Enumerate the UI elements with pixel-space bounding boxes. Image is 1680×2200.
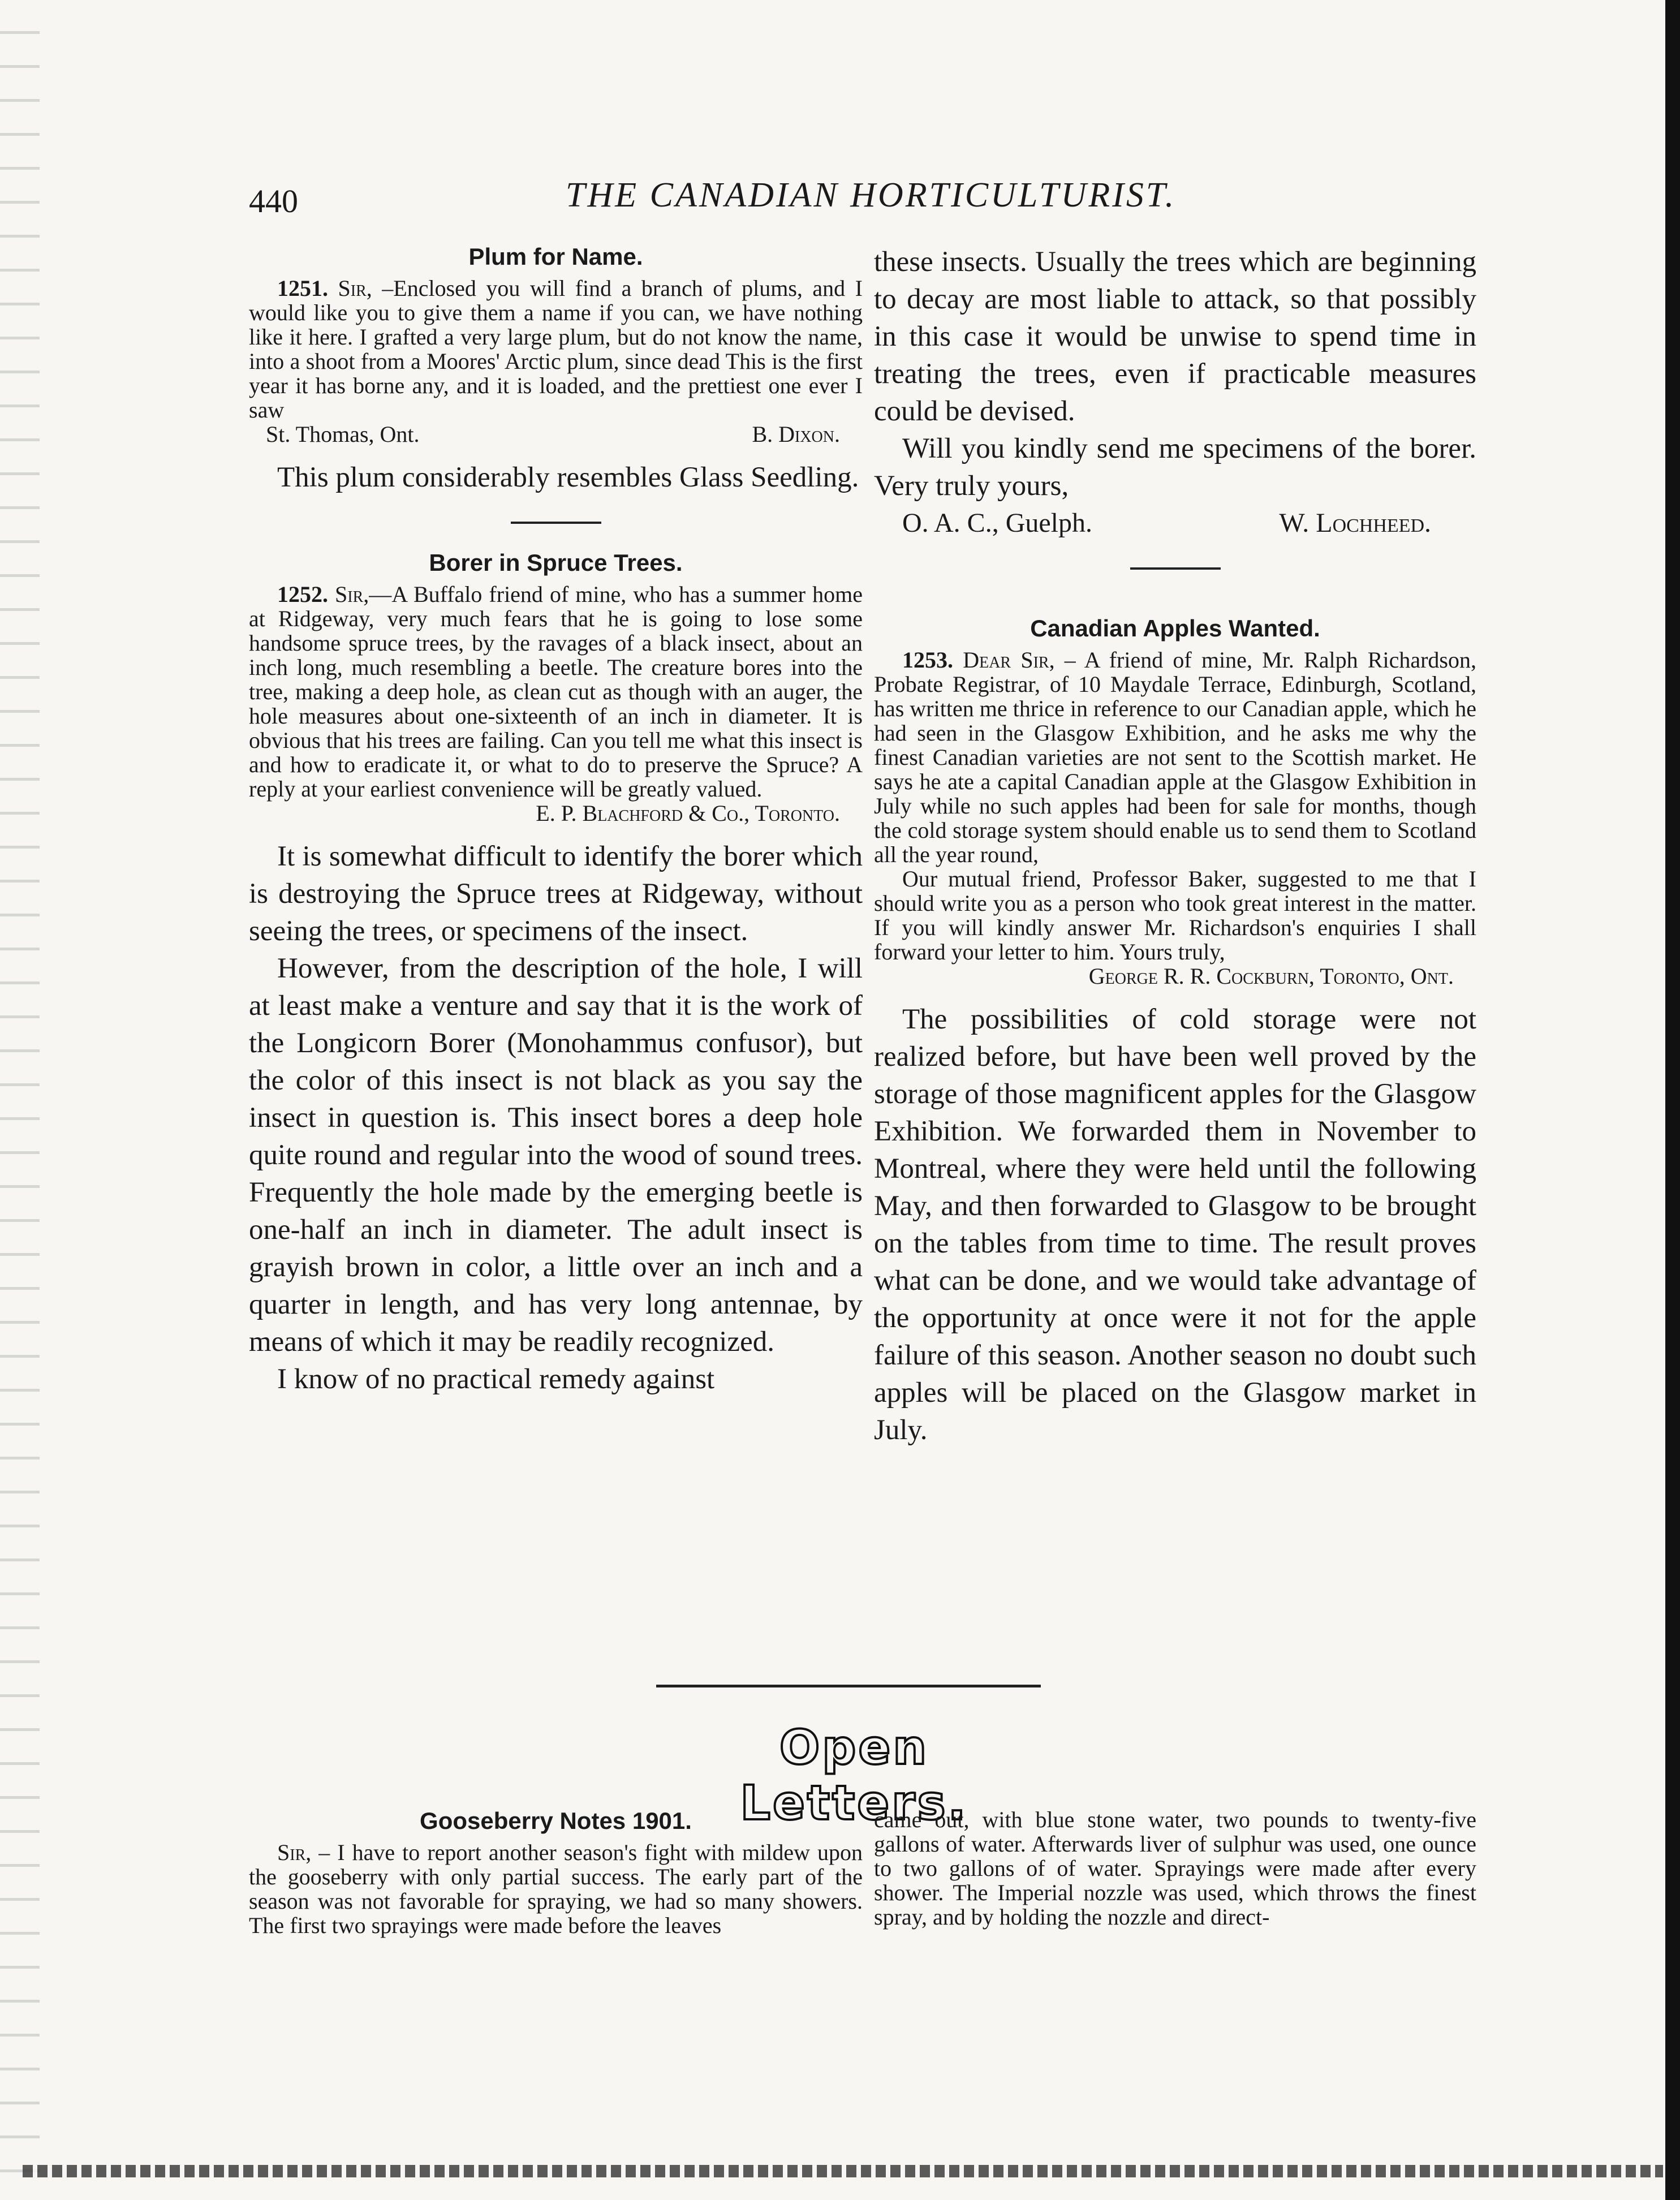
plum-salutation: Sir, bbox=[338, 275, 372, 301]
page-header bbox=[249, 175, 1177, 226]
apples-number: 1253. bbox=[902, 647, 953, 673]
running-title: THE CANADIAN HORTICULTURIST. bbox=[566, 176, 1177, 214]
plum-letter-text: –Enclosed you will find a branch of plums, and I would like you to give them a name if you can, we have nothing like it here. I grafted a very large plum, but do not know the name, into a shoot from a Moores' Arctic plum, since dead This is the first year it has borne any, and it is loaded, and the prettiest one ever I saw bbox=[249, 275, 863, 423]
borer-heading: Borer in Spruce Trees. bbox=[429, 549, 683, 576]
apples-reply: The possibilities of cold storage were not realized before, but have been well proved by the storage of those magnificent apples for the Glasgow Exhibition. We forwarded them in November to Montreal, where they were held until the following May, and then forwarded to Glasgow to be brought on the tables from time to time. The result proves what can be done, and we would take advantage of the opportunity at once were it not for the apple failure of this season. Another season no doubt such apples will be placed on the Glasgow market in July. bbox=[874, 1004, 1476, 1446]
plum-signer: B. Dixon. bbox=[752, 421, 840, 447]
apples-article bbox=[874, 615, 1476, 1449]
section-rule bbox=[656, 1685, 1041, 1687]
scan-edge-left bbox=[0, 0, 40, 2200]
gooseberry-heading: Gooseberry Notes 1901. bbox=[420, 1807, 692, 1834]
plum-letter bbox=[249, 276, 863, 422]
apples-heading: Canadian Apples Wanted. bbox=[1030, 615, 1320, 642]
gooseberry-text-right: came out, with blue stone water, two pounds to twenty-five gallons of water. Afterwards liver of sulphur was used, one ounce to two gallons of of water. Sprayings were made after every shower. The Imperial nozzle was used, which throws the finest spray, and by holding the nozzle and direct- bbox=[874, 1807, 1476, 1930]
open-letters-left-column bbox=[249, 1807, 863, 1938]
gooseberry-salutation: Sir, bbox=[277, 1840, 312, 1865]
borer-reply-signature bbox=[874, 505, 1476, 542]
borer-reply-p3: I know of no practical remedy against bbox=[277, 1363, 715, 1395]
plum-heading: Plum for Name. bbox=[468, 243, 643, 270]
borer-reply-p4: Will you kindly send me specimens of the borer. Very truly yours, bbox=[874, 433, 1476, 502]
page-number: 440 bbox=[249, 183, 298, 219]
apples-signer: George R. R. Cockburn, Toronto, Ont. bbox=[1088, 963, 1454, 989]
apples-closing: Yours truly, bbox=[1119, 939, 1225, 965]
borer-salutation: Sir, bbox=[335, 582, 369, 607]
borer-reply-p2: However, from the description of the hole, I will at least make a venture and say that it is the work of the Longicorn Borer (Monohammus confusor), but the color of this insect is not black as you say the insect in question is. This insect bores a deep hole quite round and regular into the wood of sound trees. Frequently the hole made by the emerging beetle is one-half an inch in diameter. The adult insect is grayish brown in color, a little over an inch and a quarter in length, and has very long antennae, by means of which it may be readily recognized. bbox=[249, 953, 863, 1358]
borer-reply-p1: It is somewhat difficult to identify the borer which is destroying the Spruce trees at Ridgeway, without seeing the trees, or specimens of the insect. bbox=[249, 841, 863, 947]
borer-reply-place: O. A. C., Guelph. bbox=[902, 508, 1092, 538]
gooseberry-text-left bbox=[249, 1840, 863, 1938]
borer-number: 1252. bbox=[277, 582, 328, 607]
open-letters-right-column bbox=[874, 1807, 1476, 1929]
plum-number: 1251. bbox=[277, 275, 328, 301]
scan-edge-bottom bbox=[23, 2165, 1663, 2177]
plum-place: St. Thomas, Ont. bbox=[266, 421, 420, 447]
gooseberry-text-left-body: – I have to report another season's fight with mildew upon the gooseberry with only partial success. The early part of the season was not favorable for spraying, we had so many showers. The first two sprayings were made before the leaves bbox=[249, 1840, 863, 1938]
apples-letter-p2 bbox=[874, 867, 1476, 964]
left-column bbox=[249, 243, 863, 1398]
plum-signature bbox=[249, 422, 863, 446]
borer-letter bbox=[249, 582, 863, 801]
apples-salutation: Dear Sir, bbox=[963, 647, 1055, 673]
scan-edge-right bbox=[1665, 0, 1680, 2200]
borer-reply-p3-cont: these insects. Usually the trees which are beginning to decay are most liable to attack, so that possibly in this case it would be unwise to spend time in treating the trees, even if practicable measures could be devised. bbox=[874, 246, 1476, 427]
right-column bbox=[874, 243, 1476, 1449]
plum-article bbox=[249, 243, 863, 496]
plum-reply: This plum considerably resembles Glass Seedling. bbox=[277, 462, 859, 493]
apples-letter-p2-text: Our mutual friend, Professor Baker, suggested to me that I should write you as a person who took great interest in the matter. If you will kindly answer Mr. Richardson's enquiries I shall forward your letter to him. bbox=[874, 866, 1476, 965]
borer-reply-signer: W. Lochheed. bbox=[1279, 508, 1431, 538]
open-letters-title: Open Letters. bbox=[740, 1720, 968, 1831]
borer-letter-text: —A Buffalo friend of mine, who has a summer home at Ridgeway, very much fears that he is going to lose some handsome spruce trees, by the ravages of a black insect, about an inch long, much resembling a beetle. The creature bores into the tree, making a deep hole, as clean cut as though with an auger, the hole measures about one-sixteenth of an inch in diameter. It is obvious that his trees are failing. Can you tell me what this insect is and how to eradicate it, or what to do to preserve the Spruce? A reply at your earliest convenience will be greatly valued. bbox=[249, 582, 863, 802]
borer-article bbox=[249, 549, 863, 1398]
apples-letter bbox=[874, 648, 1476, 867]
borer-signer: E. P. Blachford & Co., Toronto. bbox=[536, 800, 840, 826]
apples-letter-text: – A friend of mine, Mr. Ralph Richardson, Probate Registrar, of 10 Maydale Terrace, Edinburgh, Scotland, has written me thrice in reference to our Canadian apple, which he had seen in the Glasgow Exhibition, and he asks me why the finest Canadian varieties are not sent to the Scottish market. He says he ate a capital Canadian apple at the Glasgow Exhibition in July while no such apples had been for sale for months, though the cold storage system should enable us to send them to Scotland all the year round, bbox=[874, 647, 1476, 867]
